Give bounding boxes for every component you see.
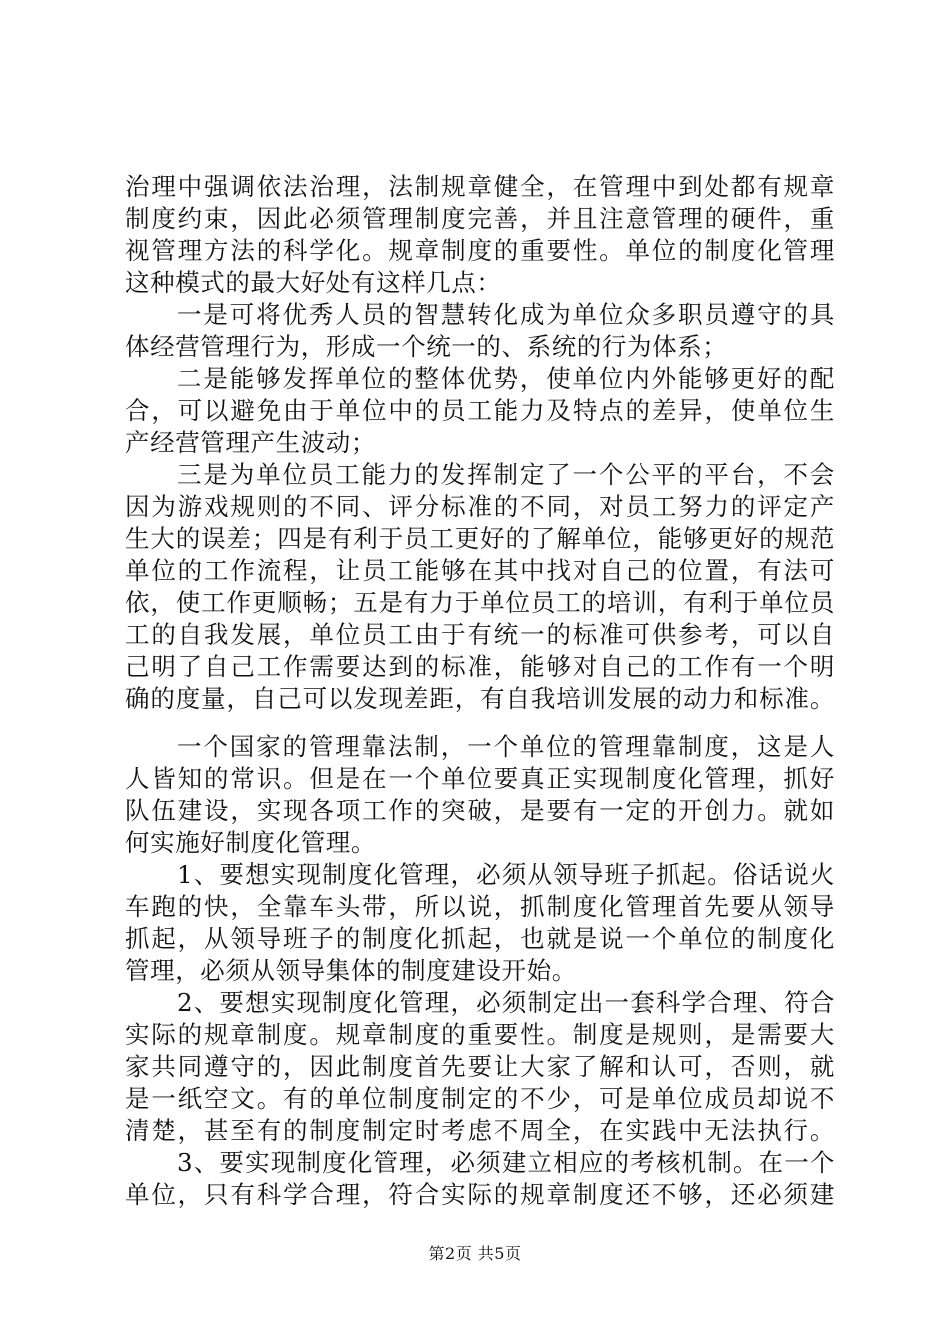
paragraph-line: 车跑的快，全靠车头带，所以说，抓制度化管理首先要从领导 xyxy=(125,892,835,921)
paragraph-line: 产经营管理产生波动； xyxy=(125,428,376,457)
paragraph-line: 一个国家的管理靠法制，一个单位的管理靠制度，这是人 xyxy=(177,732,835,761)
paragraph-line: 生大的误差；四是有利于员工更好的了解单位，能够更好的规范 xyxy=(125,524,835,553)
paragraph-line: 一是可将优秀人员的智慧转化成为单位众多职员遵守的具 xyxy=(177,300,835,329)
paragraph-line: 这种模式的最大好处有这样几点： xyxy=(125,268,502,297)
paragraph-line: 视管理方法的科学化。规章制度的重要性。单位的制度化管理 xyxy=(125,236,835,265)
paragraph-line: 3、要实现制度化管理，必须建立相应的考核机制。在一个 xyxy=(177,1148,835,1177)
paragraph-line: 队伍建设，实现各项工作的突破，是要有一定的开创力。就如 xyxy=(125,796,835,825)
paragraph-line: 合，可以避免由于单位中的员工能力及特点的差异，使单位生 xyxy=(125,396,835,425)
paragraph-line: 三是为单位员工能力的发挥制定了一个公平的平台，不会 xyxy=(177,460,835,489)
paragraph-line: 单位的工作流程，让员工能够在其中找对自己的位置，有法可 xyxy=(125,556,835,585)
paragraph-line: 治理中强调依法治理，法制规章健全，在管理中到处都有规章 xyxy=(125,172,835,201)
paragraph-line: 是一纸空文。有的单位制度制定的不少，可是单位成员却说不 xyxy=(125,1084,835,1113)
page-number-footer: 第2页 共5页 xyxy=(428,1244,522,1263)
paragraph-line: 管理，必须从领导集体的制度建设开始。 xyxy=(125,956,577,985)
paragraph-line: 己明了自己工作需要达到的标准，能够对自己的工作有一个明 xyxy=(125,652,835,681)
paragraph-line: 抓起，从领导班子的制度化抓起，也就是说一个单位的制度化 xyxy=(125,924,835,953)
paragraph-line: 清楚，甚至有的制度制定时考虑不周全，在实践中无法执行。 xyxy=(125,1116,835,1145)
paragraph-line: 制度约束，因此必须管理制度完善，并且注意管理的硬件，重 xyxy=(125,204,835,233)
paragraph-line: 1、要想实现制度化管理，必须从领导班子抓起。俗话说火 xyxy=(177,860,835,889)
paragraph-line: 家共同遵守的，因此制度首先要让大家了解和认可，否则，就 xyxy=(125,1052,835,1081)
paragraph-line: 依，使工作更顺畅；五是有力于单位员工的培训，有利于单位员 xyxy=(125,588,835,617)
paragraph-line: 单位，只有科学合理，符合实际的规章制度还不够，还必须建 xyxy=(125,1180,835,1209)
paragraph-line: 何实施好制度化管理。 xyxy=(125,828,376,857)
paragraph-line: 体经营管理行为，形成一个统一的、系统的行为体系； xyxy=(125,332,728,361)
paragraph-line: 工的自我发展，单位员工由于有统一的标准可供参考，可以自 xyxy=(125,620,835,649)
paragraph-line: 2、要想实现制度化管理，必须制定出一套科学合理、符合 xyxy=(177,988,835,1017)
paragraph-line: 因为游戏规则的不同、评分标准的不同，对员工努力的评定产 xyxy=(125,492,835,521)
paragraph-line: 实际的规章制度。规章制度的重要性。制度是规则，是需要大 xyxy=(125,1020,835,1049)
paragraph-line: 人皆知的常识。但是在一个单位要真正实现制度化管理，抓好 xyxy=(125,764,835,793)
paragraph-line: 二是能够发挥单位的整体优势，使单位内外能够更好的配 xyxy=(177,364,835,393)
paragraph-line: 确的度量，自己可以发现差距，有自我培训发展的动力和标准。 xyxy=(125,684,835,713)
